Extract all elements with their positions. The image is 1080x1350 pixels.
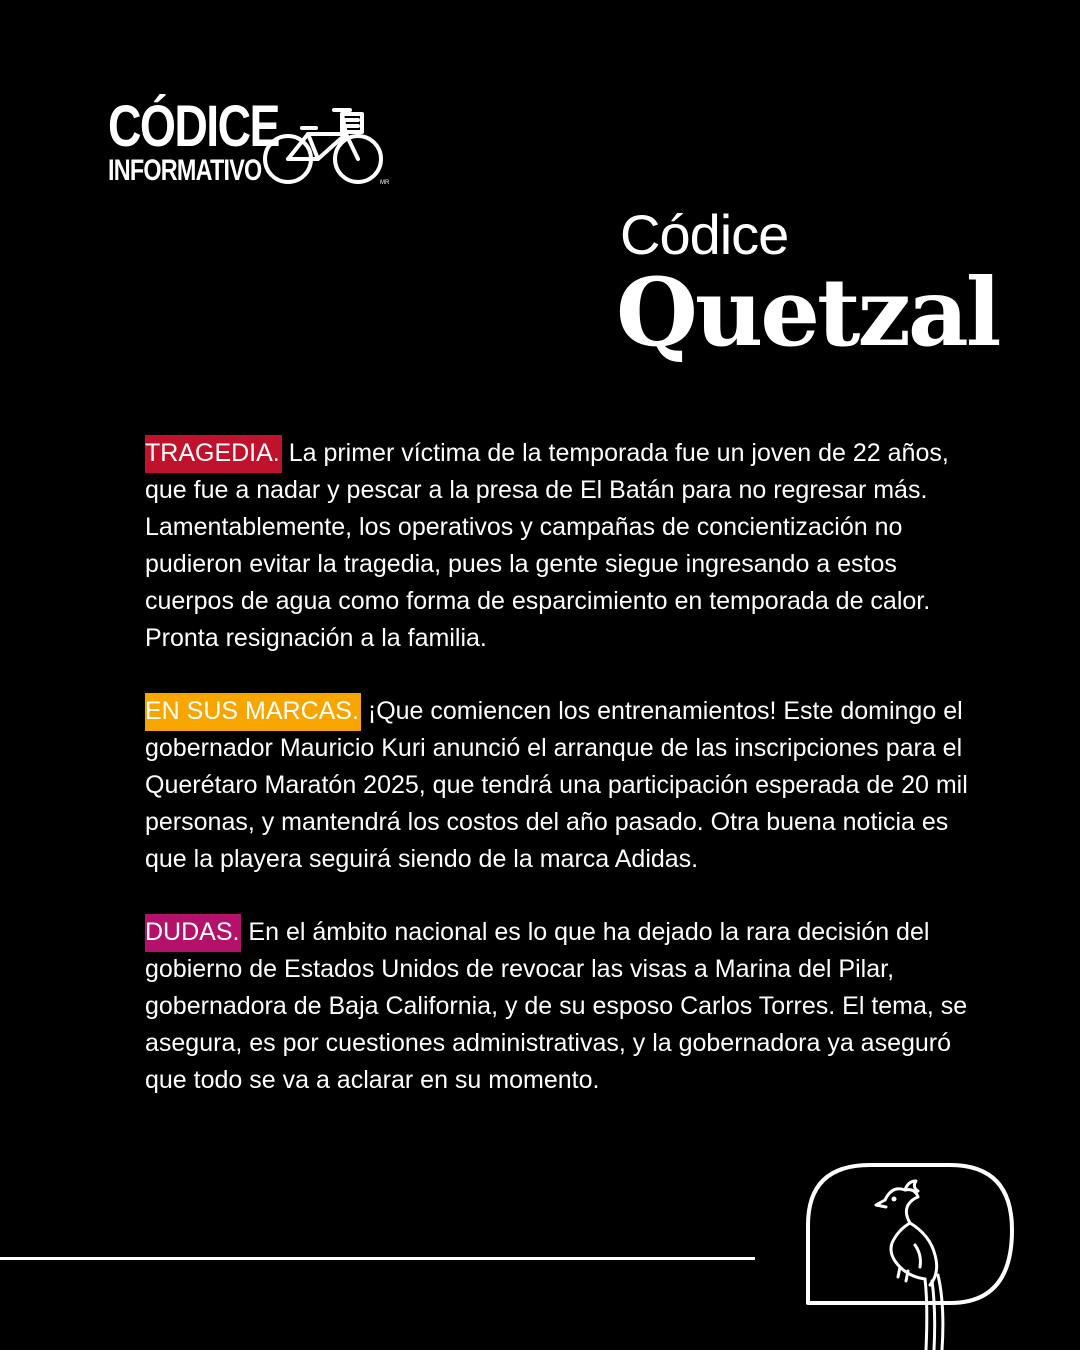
brand-line-2: INFORMATIVO: [108, 154, 262, 187]
news-text: La primer víctima de la temporada fue un joven de 22 años, que fue a nadar y pescar a la presa de El Batán para no regresar más. Lamentablemente, los operativos y campañas de concientización no pudieron evitar la tragedia, pues la gente siegue ingresando a estos cuerpos de agua como forma de esparcimiento en temporada de calor. Pronta resignación a la familia.: [145, 439, 949, 652]
section-title: [616, 203, 999, 368]
title-main-line: Quetzal: [616, 258, 999, 368]
news-text: ¡Que comiencen los entrenamientos! Este domingo el gobernador Mauricio Kuri anunció el arranque de las inscripciones para el Querétaro Maratón 2025, que tendrá una participación esperada de 20 mil personas, y mantendrá los costos del año pasado. Otra buena noticia es que la playera seguirá siendo de la marca Adidas.: [145, 697, 968, 873]
news-item: [145, 435, 985, 657]
tag-label: DUDAS.: [145, 914, 241, 952]
bottom-divider: [0, 1257, 755, 1260]
quetzal-bird-icon: [800, 1155, 1020, 1350]
bicycle-icon: [258, 102, 388, 192]
news-text: En el ámbito nacional es lo que ha dejado la rara decisión del gobierno de Estados Unidos de revocar las visas a Marina del Pilar, gobernadora de Baja California, y de su esposo Carlos Torres. El tema, se asegura, es por cuestiones administrativas, y la gobernadora ya aseguró que todo se va a aclarar en su momento.: [145, 918, 968, 1094]
tag-label: TRAGEDIA.: [145, 435, 282, 473]
news-briefs: [145, 435, 985, 1135]
news-item: [145, 693, 985, 878]
brand-logo: [108, 94, 390, 187]
tag-label: EN SUS MARCAS.: [145, 693, 361, 731]
brand-line-1: CÓDICE: [108, 94, 279, 159]
news-item: [145, 914, 985, 1099]
registered-mark: MR: [380, 180, 390, 186]
title-top-line: Códice: [620, 203, 789, 266]
